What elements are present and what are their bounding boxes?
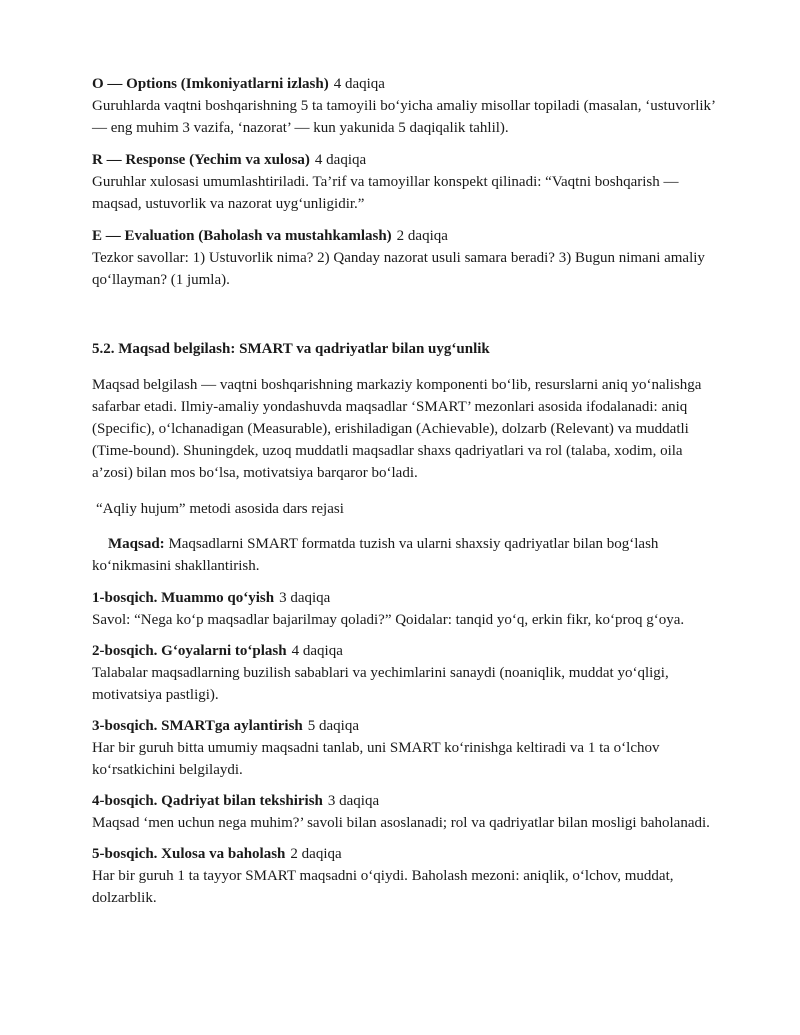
step-1-heading: 1-bosqich. Muammo qo‘yish xyxy=(92,590,275,606)
section-title: 5.2. Maqsad belgilash: SMART va qadriyatlar bilan uyg‘unlik xyxy=(92,341,490,357)
step-3-heading-line xyxy=(92,715,717,737)
orer-response-heading: R — Response (Yechim va xulosa) xyxy=(92,152,310,168)
orer-options-block xyxy=(92,73,717,139)
method-line: “Aqliy hujum” metodi asosida dars rejasi xyxy=(96,501,344,517)
step-4-text: Maqsad ‘men uchun nega muhim?’ savoli bilan asoslanadi; rol va qadriyatlar bilan mosligi baholanadi. xyxy=(92,815,710,831)
orer-options-heading-line xyxy=(92,73,717,95)
step-1-block xyxy=(92,587,717,631)
step-5-duration: 2 daqiqa xyxy=(290,846,342,862)
step-3-block xyxy=(92,715,717,781)
step-5-block xyxy=(92,843,717,909)
orer-evaluation-block xyxy=(92,225,717,291)
step-2-heading: 2-bosqich. G‘oyalarni to‘plash xyxy=(92,643,287,659)
orer-options-duration: 4 daqiqa xyxy=(333,76,385,92)
step-4-heading-line xyxy=(92,790,717,812)
step-2-text: Talabalar maqsadlarning buzilish sabablari va yechimlarini sanaydi (noaniqlik, muddat yo‘qligi, motivatsiya pastligi). xyxy=(92,665,669,703)
step-5-heading-line xyxy=(92,843,717,865)
step-4-block xyxy=(92,790,717,834)
step-3-text: Har bir guruh bitta umumiy maqsadni tanlab, uni SMART ko‘rinishga keltiradi va 1 ta o‘lchov ko‘rsatkichini belgilaydi. xyxy=(92,740,660,778)
step-1-text: Savol: “Nega ko‘p maqsadlar bajarilmay qoladi?” Qoidalar: tanqid yo‘q, erkin fikr, ko‘proq g‘oya. xyxy=(92,612,685,628)
orer-response-heading-line xyxy=(92,149,717,171)
step-1-heading-line xyxy=(92,587,717,609)
orer-evaluation-duration: 2 daqiqa xyxy=(396,228,448,244)
orer-response-duration: 4 daqiqa xyxy=(314,152,367,168)
orer-evaluation-heading-line xyxy=(92,225,717,247)
orer-response-text: Guruhlar xulosasi umumlashtiriladi. Ta’rif va tamoyillar konspekt qilinadi: “Vaqtni boshqarish — maqsad, ustuvorlik va nazorat uyg‘unligidir.” xyxy=(92,174,679,212)
orer-response-block xyxy=(92,149,717,215)
orer-options-heading: O — Options (Imkoniyatlarni izlash) xyxy=(92,76,329,92)
goal-text: Maqsadlarni SMART formatda tuzish va ularni shaxsiy qadriyatlar bilan bog‘lash ko‘nikmasini shakllantirish. xyxy=(92,536,659,574)
step-5-text: Har bir guruh 1 ta tayyor SMART maqsadni o‘qiydi. Baholash mezoni: aniqlik, o‘lchov, muddat, dolzarblik. xyxy=(92,868,674,906)
step-2-duration: 4 daqiqa xyxy=(291,643,343,659)
orer-evaluation-heading: E — Evaluation (Baholash va mustahkamlash) xyxy=(92,228,392,244)
step-1-duration: 3 daqiqa xyxy=(279,590,331,606)
step-3-duration: 5 daqiqa xyxy=(307,718,359,734)
step-4-duration: 3 daqiqa xyxy=(327,793,380,809)
goal-label: Maqsad: xyxy=(108,536,165,552)
section-paragraph: Maqsad belgilash — vaqtni boshqarishning markaziy komponenti bo‘lib, resurslarni aniq yo‘nalishga safarbar etadi. Ilmiy-amaliy yondashuvda maqsadlar ‘SMART’ mezonlari asosida ifodalanadi: aniq (Specific), o‘lchanadigan (Measurable), erishiladigan (Achievable), dolzarb (Relevant) va muddatli (Time-bound). Shuningdek, uzoq muddatli maqsadlar shaxs qadriyatlari va rol (talaba, xodim, oila a’zosi) bilan mos bo‘lsa, motivatsiya barqaror bo‘ladi. xyxy=(92,377,702,481)
orer-options-text: Guruhlarda vaqtni boshqarishning 5 ta tamoyili bo‘yicha amaliy misollar topiladi (masalan, ‘ustuvorlik’ — eng muhim 3 vazifa, ‘nazorat’ — kun yakunida 5 daqiqalik tahlil). xyxy=(92,98,715,136)
goal-paragraph xyxy=(92,533,717,577)
orer-evaluation-text: Tezkor savollar: 1) Ustuvorlik nima? 2) Qanday nazorat usuli samara beradi? 3) Bugun nimani amaliy qo‘llayman? (1 jumla). xyxy=(92,250,705,288)
step-4-heading: 4-bosqich. Qadriyat bilan tekshirish xyxy=(92,793,323,809)
step-5-heading: 5-bosqich. Xulosa va baholash xyxy=(92,846,286,862)
step-2-heading-line xyxy=(92,640,717,662)
document-page xyxy=(92,73,717,909)
step-3-heading: 3-bosqich. SMARTga aylantirish xyxy=(92,718,303,734)
step-2-block xyxy=(92,640,717,706)
